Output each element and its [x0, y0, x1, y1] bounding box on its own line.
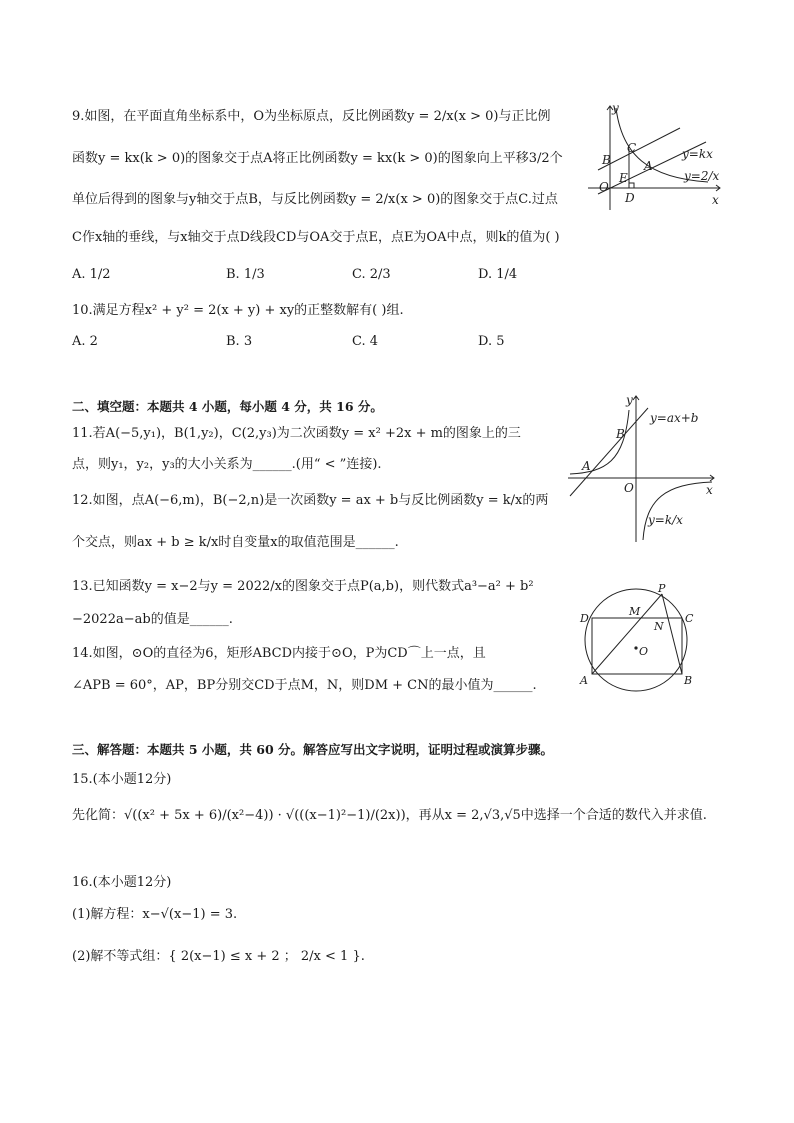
q16-heading: 16.(本小题12分)	[72, 875, 172, 890]
q13-line-2: −2022a−ab的值是______.	[72, 612, 233, 627]
q9-figure	[588, 100, 728, 212]
section-2-figure	[566, 392, 718, 544]
q12-line-2: 个交点，则ax + b ≥ k/x时自变量x的取值范围是______.	[72, 535, 399, 550]
q14-label-p: P	[658, 582, 666, 595]
q9-option-a: A. 1/2	[72, 267, 111, 282]
fig2-label-y: y	[626, 393, 633, 407]
q14-label-a: A	[580, 674, 588, 687]
q14-label-d: D	[580, 612, 589, 625]
q9-line-1: 9.如图，在平面直角坐标系中，O为坐标原点，反比例函数y = 2/x(x > 0)与正比例	[72, 109, 551, 124]
q9-label-d: D	[625, 191, 635, 205]
section-2-title: 二、填空题：本题共 4 小题，每小题 4 分，共 16 分。	[72, 399, 383, 414]
q11-line-2: 点，则y₁，y₂，y₃的大小关系为______.(用“ < ”连接).	[72, 457, 382, 472]
q9-option-c: C. 2/3	[352, 267, 391, 282]
q12-line-1: 12.如图，点A(−6,m)，B(−2,n)是一次函数y = ax + b与反比例函数y = k/x的两	[72, 493, 549, 508]
q9-right-angle	[629, 183, 634, 188]
q15-heading: 15.(本小题12分)	[72, 772, 172, 787]
q9-label-kx: y=kx	[682, 147, 713, 161]
q14-label-n: N	[654, 620, 664, 633]
q9-line-3: 单位后得到的图象与y轴交于点B，与反比例函数y = 2/x(x > 0)的图象交于点C.过点	[72, 192, 558, 207]
q14-line-ap	[592, 594, 662, 674]
q9-label-o: O	[599, 180, 609, 194]
q9-label-y: y	[612, 101, 619, 115]
q16-part-1: (1)解方程：x−√(x−1) = 3.	[72, 907, 238, 922]
q9-label-inv: y=2/x	[684, 169, 720, 183]
q14-line-bp	[662, 594, 682, 674]
section-3-title: 三、解答题：本题共 5 小题，共 60 分。解答应写出文字说明，证明过程或演算步骤。	[72, 742, 554, 757]
q9-line-2: 函数y = kx(k > 0)的图象交于点A将正比例函数y = kx(k > 0)的图象向上平移3/2个	[72, 151, 563, 166]
fig2-label-a: A	[582, 459, 591, 473]
q14-label-b: B	[684, 674, 693, 687]
q14-figure	[570, 582, 710, 694]
q10-line-1: 10.满足方程x² + y² = 2(x + y) + xy的正整数解有( )组.	[72, 303, 404, 318]
q14-label-m: M	[629, 605, 641, 618]
q10-option-a: A. 2	[72, 334, 98, 349]
q14-line-2: ∠APB = 60°，AP，BP分别交CD于点M，N，则DM + CN的最小值为______.	[72, 678, 537, 693]
q9-option-b: B. 1/3	[226, 267, 265, 282]
q15-text: 先化简：√((x² + 5x + 6)/(x²−4)) · √(((x−1)²−1)/(2x))，再从x = 2,√3,√5中选择一个合适的数代入并求值.	[72, 808, 707, 823]
q10-option-c: C. 4	[352, 334, 379, 349]
q9-label-e: E	[619, 171, 628, 185]
fig2-label-o: O	[624, 481, 634, 495]
q14-label-c: C	[685, 612, 694, 625]
fig2-label-line: y=ax+b	[650, 411, 699, 425]
q9-line-4: C作x轴的垂线，与x轴交于点D线段CD与OA交于点E，点E为OA中点，则k的值为( )	[72, 230, 560, 245]
q11-line-1: 11.若A(−5,y₁)，B(1,y₂)，C(2,y₃)为二次函数y = x² +2x + m的图象上的三	[72, 426, 521, 441]
fig2-hyperbola-left	[570, 410, 629, 474]
fig2-label-b: B	[616, 427, 625, 441]
q13-line-1: 13.已知函数y = x−2与y = 2022/x的图象交于点P(a,b)，则代数式a³−a² + b²	[72, 579, 534, 594]
q9-option-d: D. 1/4	[478, 267, 518, 282]
q14-center-dot	[634, 646, 637, 649]
q10-option-d: D. 5	[478, 334, 505, 349]
q14-line-1: 14.如图，⊙O的直径为6，矩形ABCD内接于⊙O，P为CD⌒上一点，且	[72, 646, 486, 661]
q9-label-c: C	[627, 141, 637, 155]
fig2-label-x: x	[706, 483, 713, 497]
q10-option-b: B. 3	[226, 334, 253, 349]
q9-label-a: A	[644, 159, 653, 173]
fig2-hyperbola-right	[643, 482, 712, 540]
q14-label-o: O	[639, 645, 649, 658]
q14-rectangle	[592, 618, 682, 674]
q9-label-x: x	[712, 193, 719, 207]
q9-label-b: B	[602, 153, 611, 167]
fig2-label-inv: y=k/x	[648, 513, 683, 527]
q16-part-2: (2)解不等式组：{ 2(x−1) ≤ x + 2 ； 2/x < 1 }.	[72, 949, 365, 964]
